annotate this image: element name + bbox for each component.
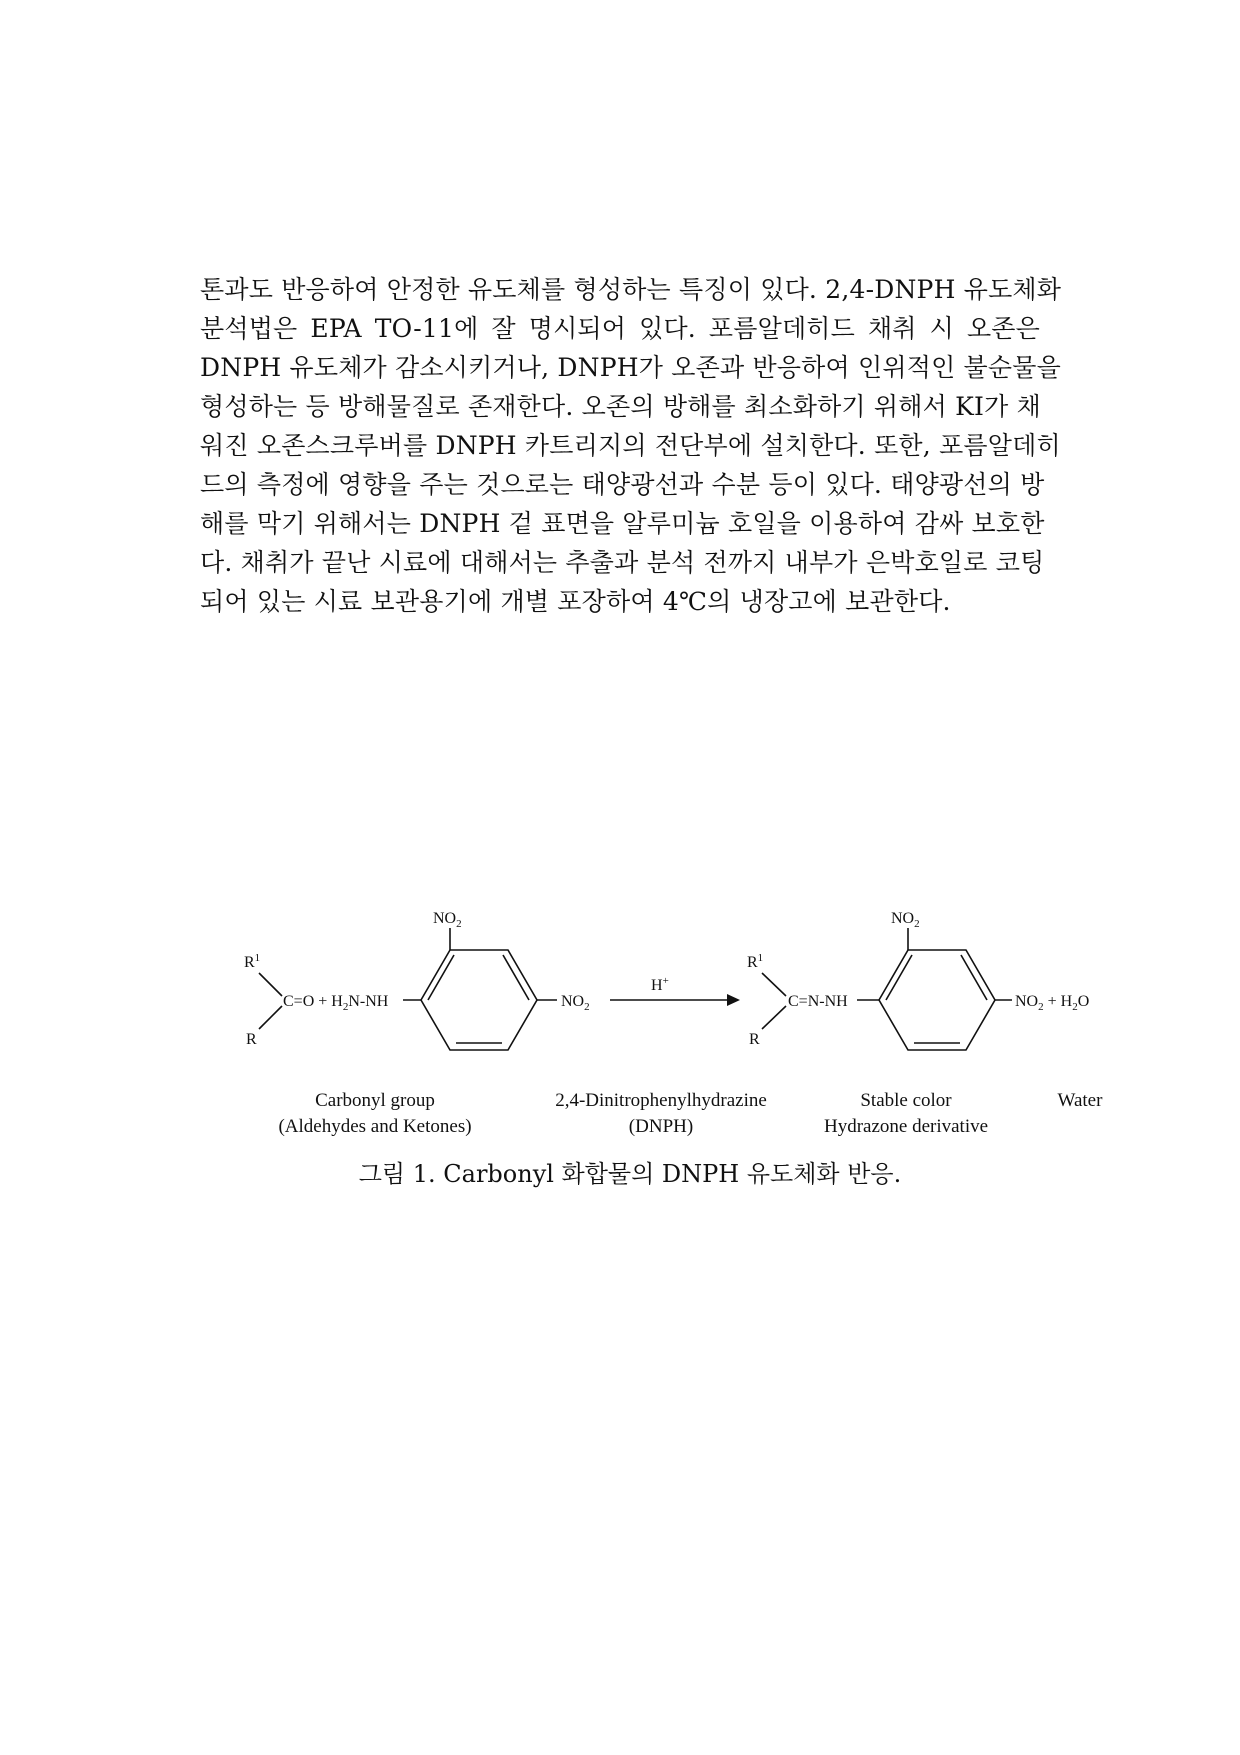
product-label-line1: Stable color [860,1090,952,1111]
bond-r1-carbonyl [259,973,282,996]
dnph-top-no2-label: $NO_2$ [433,910,462,930]
reaction-scheme [259,928,1012,1050]
paragraph-line: 되어 있는 시료 보관용기에 개별 포장하여 4℃의 냉장고에 보관한다. [200,587,951,616]
ring-double-bond [961,955,987,1000]
figure-caption: 그림 1. Carbonyl 화합물의 DNPH 유도체화 반응. [358,1160,902,1188]
reaction-figure [0,900,1240,1230]
carbonyl-label-line1: Carbonyl group [315,1090,435,1111]
bond-r-carbonyl [259,1006,282,1029]
dnph-label-line2: (DNPH) [628,1116,694,1137]
body-paragraph [200,270,1062,621]
carbonyl-label-line2: (Aldehydes and Ketones) [278,1116,472,1137]
dnph-side-no2-label: $NO_2$ [561,993,590,1013]
paragraph-line: 분석법은 EPA TO-11에 잘 명시되어 있다. 포름알데히드 채취 시 오존은 [200,314,1040,343]
product-benzene-ring [879,950,995,1050]
product-label-line2: Hydrazone derivative [823,1116,989,1137]
paragraph-line: 해를 막기 위해서는 DNPH 겉 표면을 알루미늄 호일을 이용하여 감싸 보호한 [200,509,1045,538]
water-label: Water [1057,1090,1103,1111]
product-r1-label: $R^1$ [747,952,764,971]
paragraph-line: 톤과도 반응하여 안정한 유도체를 형성하는 특징이 있다. 2,4-DNPH 유도체화 [200,275,1062,304]
paragraph-line: DNPH 유도체가 감소시키거나, DNPH가 오존과 반응하여 인위적인 불순물을 [200,353,1061,382]
reactant-r-label: R [246,1031,257,1048]
bond-r1-product [762,973,786,996]
product-top-no2-label: $NO_2$ [891,910,920,930]
dnph-benzene-ring [421,950,537,1050]
ring-double-bond [886,955,912,1000]
product-group-label: C=N-NH [788,993,848,1010]
paragraph-line: 워진 오존스크루버를 DNPH 카트리지의 전단부에 설치한다. 또한, 포름알데히 [200,431,1061,460]
product-r-label: R [749,1031,760,1048]
bond-r-product [762,1006,786,1029]
paragraph-line: 다. 채취가 끝난 시료에 대해서는 추출과 분석 전까지 내부가 은박호일로 코팅 [200,548,1045,577]
ring-double-bond [428,955,454,1000]
dnph-label-line1: 2,4-Dinitrophenylhydrazine [555,1090,767,1111]
paragraph-line: 형성하는 등 방해물질로 존재한다. 오존의 방해를 최소화하기 위해서 KI가 채 [200,392,1041,421]
reactant-group-label: $C=O + H_2N-NH$ [283,993,389,1013]
paragraph-line: 드의 측정에 영향을 주는 것으로는 태양광선과 수분 등이 있다. 태양광선의 방 [200,470,1045,499]
ring-double-bond [503,955,529,1000]
product-side-no2-water-label: $NO_2 + H_2O$ [1015,993,1090,1013]
reaction-arrow-head [727,994,740,1006]
catalyst-label: H+ [651,975,669,994]
reactant-r1-label: $R^1$ [244,952,261,971]
